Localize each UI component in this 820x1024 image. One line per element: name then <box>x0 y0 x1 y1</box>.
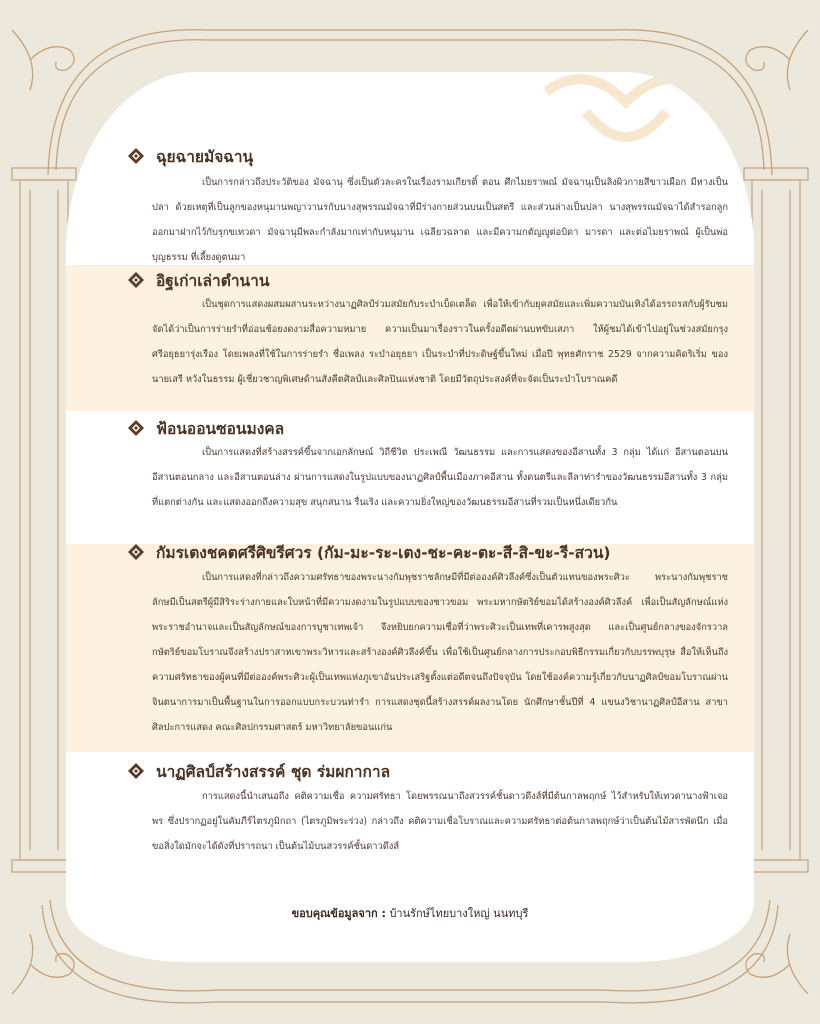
diamond-ornament-icon <box>128 763 144 779</box>
section-body: การแสดงนี้นำเสนอถึง คติความเชื่อ ความศรัทธา โดยพรรณนาถึงสวรรค์ชั้นดาวดึงส์ที่มีต้นกาลพฤกษ์ ไว้สำหรับให้เทวดานางฟ้าเจอพร ซึ่งปรากฏอยู่ในคัมภีร์ไตรภูมิกถา (ไตรภูมิพระร่วง) กล่าวถึง คติความเชื่อโบราณและความศรัทธาต่อต้นกาลพฤกษ์ว่าเป็นต้นไม้สารพัดนึก เมื่อขอสิ่งใดมักจะได้ดังที่ปรารถนา เป็นต้นไม้บนสวรรค์ชั้นดาวดึงส์ <box>152 791 728 852</box>
diamond-ornament-icon <box>128 420 144 436</box>
section-title: นาฏศิลป์สร้างสรรค์ ชุด ร่มผกากาล <box>156 763 391 781</box>
credit-source: บ้านรักษ์ไทยบางใหญ่ นนทบุรี <box>389 907 529 920</box>
diamond-ornament-icon <box>128 272 144 288</box>
section-title: ฉุยฉายมัจฉานุ <box>156 148 254 166</box>
section-title: กัมรเตงชคตศรีศิขรีศวร (กัม-มะ-ระ-เตง-ชะ-คะ-ตะ-สี-สิ-ขะ-รี-สวน) <box>156 544 611 562</box>
lotus-pattern-icon <box>526 72 736 162</box>
section-title: อิฐเก่าเล่าตำนาน <box>156 272 270 290</box>
credit-label: ขอบคุณข้อมูลจาก : <box>291 907 386 920</box>
section-body: เป็นการแสดงที่สร้างสรรค์ขึ้นจากเอกลักษณ์ วิถีชีวิต ประเพณี วัฒนธรรม และการแสดงของอีสานทั้ง 3 กลุ่ม ได้แก่ อีสานตอนบน อีสานตอนกลาง และอีสานตอนล่าง ผ่านการแสดงในรูปแบบของนาฏศิลป์พื้นเมืองภาคอีสาน ทั้งดนตรีและลีลาท่ารำของวัฒนธรรมอีสานทั้ง 3 กลุ่มที่แตกต่างกัน และแสดงออกถึงความสุข สนุกสนาน รื่นเริง และความยิ่งใหญ่ของวัฒนธรรมอีสานที่รวมเป็นหนึ่งเดียวกัน <box>152 447 728 508</box>
content-panel <box>66 72 754 962</box>
section-body: เป็นการกล่าวถึงประวัติของ มัจฉานุ ซึ่งเป็นตัวละครในเรื่องรามเกียรติ์ ตอน ศึกไมยราพณ์ มัจฉานุเป็นลิงผิวกายสีขาวเผือก มีหางเป็นปลา ด้วยเหตุที่เป็นลูกของหนุมานพญาวานรกับนางสุพรรณมัจฉาที่มีร่างกายส่วนบนเป็นสตรี และส่วนล่างเป็นปลา นางสุพรรณมัจฉาได้สำรอกลูกออกมาฝากไว้กับรุกขเทวดา มัจฉานุมีพละกำลังมากเท่ากับหนุมาน เฉลียวฉลาด และมีความกตัญญูต่อบิดา มารดา และต่อไมยราพณ์ ผู้เป็นพ่อบุญธรรม ที่เลี้ยงดูตนมา <box>152 177 728 263</box>
section-body: เป็นชุดการแสดงผสมผสานระหว่างนาฏศิลป์ร่วมสมัยกับระบำเบ็ดเตล็ด เพื่อให้เข้ากับยุคสมัยและเพิ่มความบันเทิงได้อรรถรสกับผู้รับชม จัดได้ว่าเป็นการร่ายรำที่อ่อนช้อยงดงามสื่อความหมาย ความเป็นมาเรื่องราวในครั้งอดีตผ่านบทขับเสภา ให้ผู้ชมได้เข้าไปอยู่ในช่วงสมัยกรุงศรีอยุธยารุ่งเรือง โดยเพลงที่ใช้ในการร่ายรำ ชื่อเพลง ระบำอยุธยา เป็นระบำที่ประดิษฐ์ขึ้นใหม่ เมื่อปี พุทธศักราช 2529 จากความคิดริเริ่ม ของนายเสรี หวังในธรรม ผู้เชี่ยวชาญพิเศษด้านสังคีตศิลป์และศิลปินแห่งชาติ โดยมีวัตถุประสงค์ที่จะจัดเป็นระบำโบราณคดี <box>152 299 728 385</box>
section-title: ฟ้อนออนซอนมงคล <box>156 420 285 438</box>
credit-line <box>66 904 754 922</box>
section-body: เป็นการแสดงที่กล่าวถึงความศรัทธาของพระนางกัมพุชราชลักษมีที่มีต่อองค์ศิวลึงค์ซึ่งเป็นตัวแทนของพระศิวะ พระนางกัมพุชราชลักษมีเป็นสตรีผู้มีสิริระร่างกายและใบหน้าที่มีความงดงามในรูปแบบของชาวขอม พระมหากษัตริย์ขอมได้สร้างองค์ศิวลึงค์ เพื่อเป็นสัญลักษณ์แห่งพระราชอำนาจและเป็นสัญลักษณ์ของการบูชาเทพเจ้า จึงหยิบยกความเชื่อที่ว่าพระศิวะเป็นเทพที่เคารพสูงสุด และเป็นศูนย์กลางของจักรวาล กษัตริย์ขอมโบราณจึงสร้างปราสาทเขาพระวิหารและสร้างองค์ศิวลึงค์ขึ้น เพื่อใช้เป็นศูนย์กลางการประกอบพิธีกรรมเกี่ยวกับบรรพบุรุษ สื่อให้เห็นถึงความศรัทธาของผู้คนที่มีต่อองค์พระศิวะผู้เป็นเทพแห่งภูเขาอันประเสริฐตั้งแต่อดีตจนถึงปัจจุบัน โดยใช้องค์ความรู้เกี่ยวกับนาฏศิลป์ขอมโบราณผ่านจินตนาการมาเป็นพื้นฐานในการออกแบบกระบวนท่ารำ การแสดงชุดนี้สร้างสรรค์ผลงานโดย นักศึกษาชั้นปีที่ 4 แขนงวิชานาฏศิลป์อีสาน สาขาศิลปะการแสดง คณะศิลปกรรมศาสตร์ มหาวิทยาลัยขอนแก่น <box>152 572 728 733</box>
diamond-ornament-icon <box>128 148 144 164</box>
diamond-ornament-icon <box>128 544 144 560</box>
